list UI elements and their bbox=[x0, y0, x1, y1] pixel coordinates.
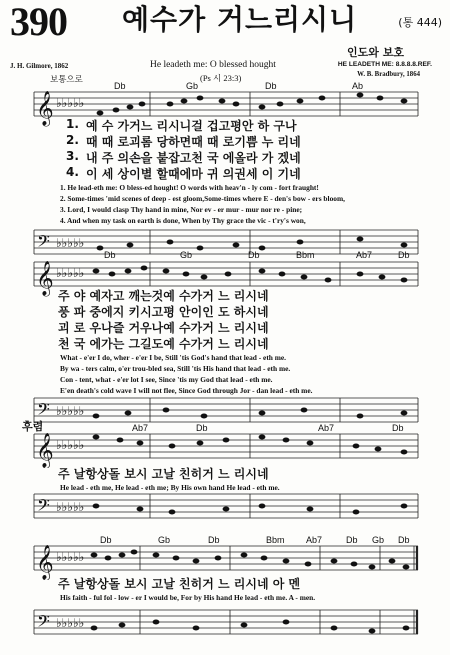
svg-text:♭♭♭♭♭: ♭♭♭♭♭ bbox=[56, 550, 85, 564]
refrain-label: 후렴 bbox=[22, 420, 44, 433]
chord-label: Ab7 bbox=[306, 535, 323, 545]
svg-text:♭♭♭♭♭: ♭♭♭♭♭ bbox=[56, 500, 85, 514]
tune-meter: HE LEADETH ME: 8.8.8.8.REF. bbox=[337, 61, 432, 68]
korean-lyric-line: 주 날항상돌 보시 고날 친히거 느 리시네 bbox=[58, 467, 269, 481]
chord-label: Ab7 bbox=[356, 250, 373, 260]
korean-lyric-line: 이 세 상이별 할때에마 귀 의권세 이 기네 bbox=[86, 167, 301, 181]
chord-label: Ab bbox=[352, 81, 364, 91]
korean-lyric-line: 내 주 의손을 붙잡고천 국 에올라 가 겠네 bbox=[86, 151, 301, 165]
english-lyric-line: 2. Some-times 'mid scenes of deep - est gloom,Some-times where E - den's bow - ers bloom, bbox=[60, 194, 345, 203]
chord-label: Gb bbox=[158, 535, 171, 545]
svg-text:𝄞: 𝄞 bbox=[36, 434, 54, 467]
chord-label: Bbm bbox=[266, 535, 285, 545]
chord-label: Db bbox=[100, 535, 112, 545]
svg-text:♭♭♭♭♭: ♭♭♭♭♭ bbox=[56, 438, 85, 452]
chord-label: Db bbox=[248, 250, 260, 260]
svg-text:𝄢: 𝄢 bbox=[37, 401, 50, 423]
verse-number: 1. bbox=[66, 117, 79, 131]
english-lyric-line: Con - tent, what - e'er lot I see, Since 'tis my God that lead - eth me. bbox=[60, 375, 273, 384]
korean-lyric-line: 주 야 예자고 깨는것예 수가거 느 리시네 bbox=[58, 289, 269, 303]
korean-lyric-line: 예 수 가거느 리시니걸 겁고평안 하 구나 bbox=[86, 119, 297, 133]
verse-number: 2. bbox=[66, 133, 79, 147]
korean-lyric-line: 때 때 로괴롬 당하면때 때 로기쁨 누 리네 bbox=[86, 135, 301, 149]
hymn-number: 390 bbox=[10, 0, 67, 44]
english-lyric-line: 1. He lead-eth me: O bless-ed hought! O words with heav'n - ly com - fort fraught! bbox=[60, 183, 319, 192]
tempo-marking: 보통으로 bbox=[50, 75, 83, 85]
chord-label: Db bbox=[208, 535, 220, 545]
korean-lyric-line: 천 국 에가는 그길도예 수가거 느 리시네 bbox=[58, 337, 269, 351]
svg-text:♭♭♭♭♭: ♭♭♭♭♭ bbox=[56, 404, 85, 418]
korean-lyric-line: 괴 로 우나즐 거우나예 수가거 느 리시네 bbox=[58, 321, 269, 335]
composer: W. B. Bradbury, 1864 bbox=[357, 71, 420, 78]
chord-label: Db bbox=[392, 423, 404, 433]
english-lyric-line: What - e'er I do, wher - e'er I be, Still 'tis God's hand that lead - eth me. bbox=[60, 353, 287, 362]
verse-number: 3. bbox=[66, 149, 79, 163]
svg-text:𝄞: 𝄞 bbox=[36, 92, 54, 125]
svg-text:𝄢: 𝄢 bbox=[37, 233, 50, 255]
bass-staff-4 bbox=[0, 600, 450, 640]
english-lyric-line: By wa - ters calm, o'er trou-bled sea, Still 'tis His hand that lead - eth me. bbox=[60, 364, 291, 373]
svg-text:♭♭♭♭♭: ♭♭♭♭♭ bbox=[56, 236, 85, 250]
hymn-title: 예수가 거느리시니 bbox=[122, 3, 358, 36]
chord-label: Db bbox=[114, 81, 126, 91]
chord-label: Gb bbox=[186, 81, 199, 91]
hymn-category: 인도와 보호 bbox=[347, 46, 404, 59]
verse-number: 4. bbox=[66, 165, 79, 179]
svg-text:𝄞: 𝄞 bbox=[36, 546, 54, 579]
chord-label: Ab7 bbox=[132, 423, 149, 433]
korean-lyric-line: 주 날항상돌 보시 고날 친히거 느 리시네 아 멘 bbox=[58, 577, 301, 591]
chord-label: Db bbox=[346, 535, 358, 545]
english-lyric-line: E'en death's cold wave I will not flee, Since God through Jor - dan lead - eth me. bbox=[60, 386, 313, 395]
chord-label: Db bbox=[398, 535, 410, 545]
english-title: He leadeth me: O blessed hought bbox=[150, 60, 276, 70]
unified-hymnal-number: (통 444) bbox=[398, 16, 442, 29]
svg-text:𝄢: 𝄢 bbox=[37, 497, 50, 519]
lyricist: J. H. Gilmore, 1862 bbox=[10, 62, 69, 70]
bass-staff-3 bbox=[0, 484, 450, 524]
svg-text:♭♭♭♭♭: ♭♭♭♭♭ bbox=[56, 96, 85, 110]
bass-staff-2 bbox=[0, 388, 450, 428]
chord-label: Gb bbox=[180, 250, 193, 260]
svg-text:𝄢: 𝄢 bbox=[37, 613, 50, 635]
treble-staff-3 bbox=[0, 424, 450, 468]
korean-lyric-line: 풍 파 중에지 키시고평 안이인 도 하시네 bbox=[58, 305, 269, 319]
chord-label: Db bbox=[104, 250, 116, 260]
svg-text:♭♭♭♭♭: ♭♭♭♭♭ bbox=[56, 266, 85, 280]
chord-label: Bbm bbox=[296, 250, 315, 260]
chord-label: Db bbox=[398, 250, 410, 260]
svg-text:♭♭♭♭♭: ♭♭♭♭♭ bbox=[56, 616, 85, 630]
chord-label: Db bbox=[265, 81, 277, 91]
english-lyric-line: His faith - ful fol - low - er I would be, For by His hand He lead - eth me. A - men. bbox=[60, 593, 316, 602]
chord-label: Db bbox=[196, 423, 208, 433]
svg-text:𝄞: 𝄞 bbox=[36, 262, 54, 295]
scripture-reference: (Ps 시 23:3) bbox=[200, 73, 242, 83]
english-lyric-line: 4. And when my task on earth is done, When by Thy grace the vic - t'ry's won, bbox=[60, 216, 306, 225]
english-lyric-line: He lead - eth me, He lead - eth me; By His own hand He lead - eth me. bbox=[60, 483, 280, 492]
chord-label: Gb bbox=[372, 535, 385, 545]
chord-label: Ab7 bbox=[318, 423, 335, 433]
english-lyric-line: 3. Lord, I would clasp Thy hand in mine, Nor ev - er mur - mur nor re - pine; bbox=[60, 205, 303, 214]
